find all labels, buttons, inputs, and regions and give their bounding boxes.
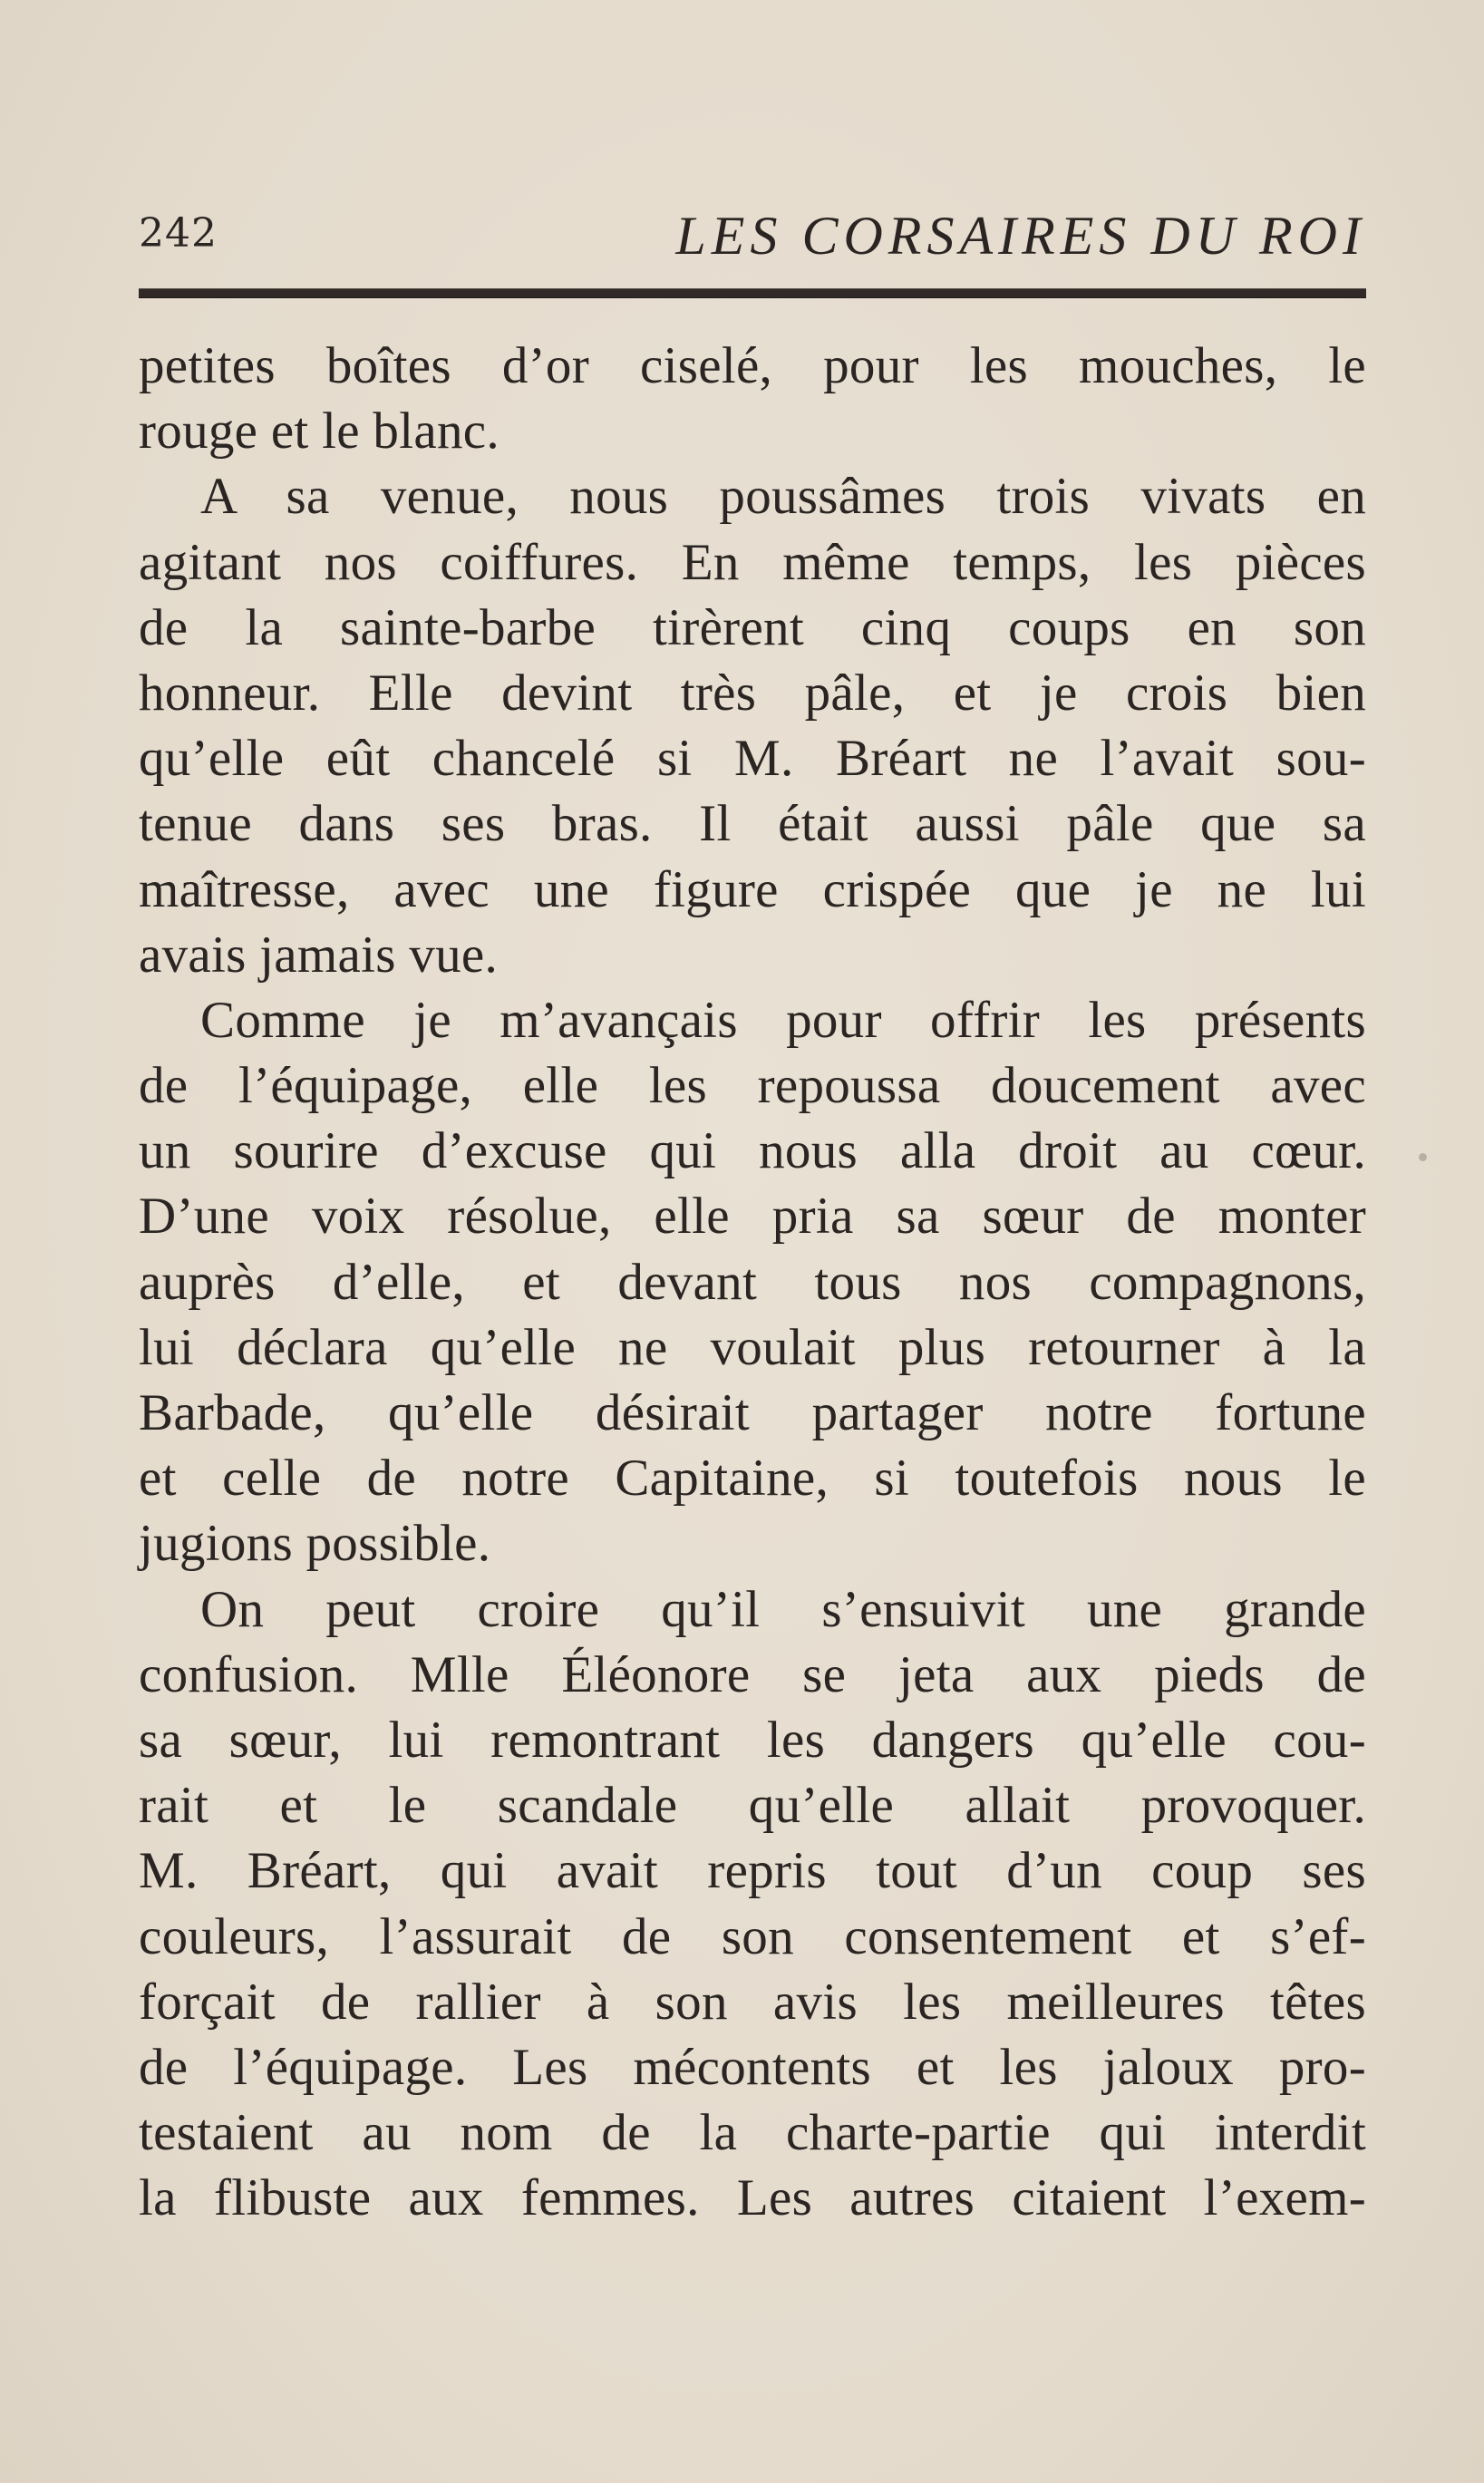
text-line: la flibuste aux femmes. Les autres citaient l’exem- xyxy=(139,2169,1366,2227)
text-line: couleurs, l’assurait de son consentement et s’ef- xyxy=(139,1907,1366,1965)
header-rule xyxy=(139,288,1366,298)
text-line: et celle de notre Capitaine, si toutefois nous le xyxy=(139,1450,1366,1508)
text-line: un sourire d’excuse qui nous alla droit au cœur. xyxy=(139,1122,1366,1180)
text-line: de la sainte-barbe tirèrent cinq coups en son xyxy=(139,598,1366,656)
text-line: de l’équipage, elle les repoussa doucement avec xyxy=(139,1057,1366,1115)
text-line: confusion. Mlle Éléonore se jeta aux pieds de xyxy=(139,1645,1366,1703)
page-header xyxy=(139,201,1366,265)
text-line: A sa venue, nous poussâmes trois vivats en xyxy=(200,468,1366,526)
text-line: de l’équipage. Les mécontents et les jaloux pro- xyxy=(139,2038,1366,2096)
text-line: agitant nos coiffures. En même temps, les pièces xyxy=(139,533,1366,591)
text-line: rait et le scandale qu’elle allait provoquer. xyxy=(139,1777,1366,1835)
text-line: forçait de rallier à son avis les meilleures têtes xyxy=(139,1973,1366,2031)
text-line: auprès d’elle, et devant tous nos compagnons, xyxy=(139,1253,1366,1311)
text-line: honneur. Elle devint très pâle, et je crois bien xyxy=(139,664,1366,722)
text-line: tenue dans ses bras. Il était aussi pâle que sa xyxy=(139,795,1366,853)
text-line: M. Bréart, qui avait repris tout d’un coup ses xyxy=(139,1842,1366,1900)
text-line: Comme je m’avançais pour offrir les présents xyxy=(200,991,1366,1049)
text-line: D’une voix résolue, elle pria sa sœur de monter xyxy=(139,1188,1366,1246)
text-line: maîtresse, avec une figure crispée que je ne lui xyxy=(139,860,1366,918)
text-line: qu’elle eût chancelé si M. Bréart ne l’avait sou- xyxy=(139,730,1366,788)
running-title: LES CORSAIRES DU ROI xyxy=(675,206,1366,266)
text-line: rouge et le blanc. xyxy=(139,403,500,461)
page-number: 242 xyxy=(139,210,218,257)
margin-speck xyxy=(1419,1153,1427,1161)
text-line: Barbade, qu’elle désirait partager notre fortune xyxy=(139,1384,1366,1441)
text-line: avais jamais vue. xyxy=(139,926,499,984)
text-line: lui déclara qu’elle ne voulait plus retourner à la xyxy=(139,1318,1366,1376)
text-line: testaient au nom de la charte-partie qui interdit xyxy=(139,2104,1366,2162)
text-line: petites boîtes d’or ciselé, pour les mouches, le xyxy=(139,337,1366,394)
text-line: On peut croire qu’il s’ensuivit une grande xyxy=(200,1580,1366,1638)
text-line: sa sœur, lui remontrant les dangers qu’elle cou- xyxy=(139,1711,1366,1769)
text-line: jugions possible. xyxy=(139,1515,491,1573)
body-text xyxy=(139,334,1366,2231)
